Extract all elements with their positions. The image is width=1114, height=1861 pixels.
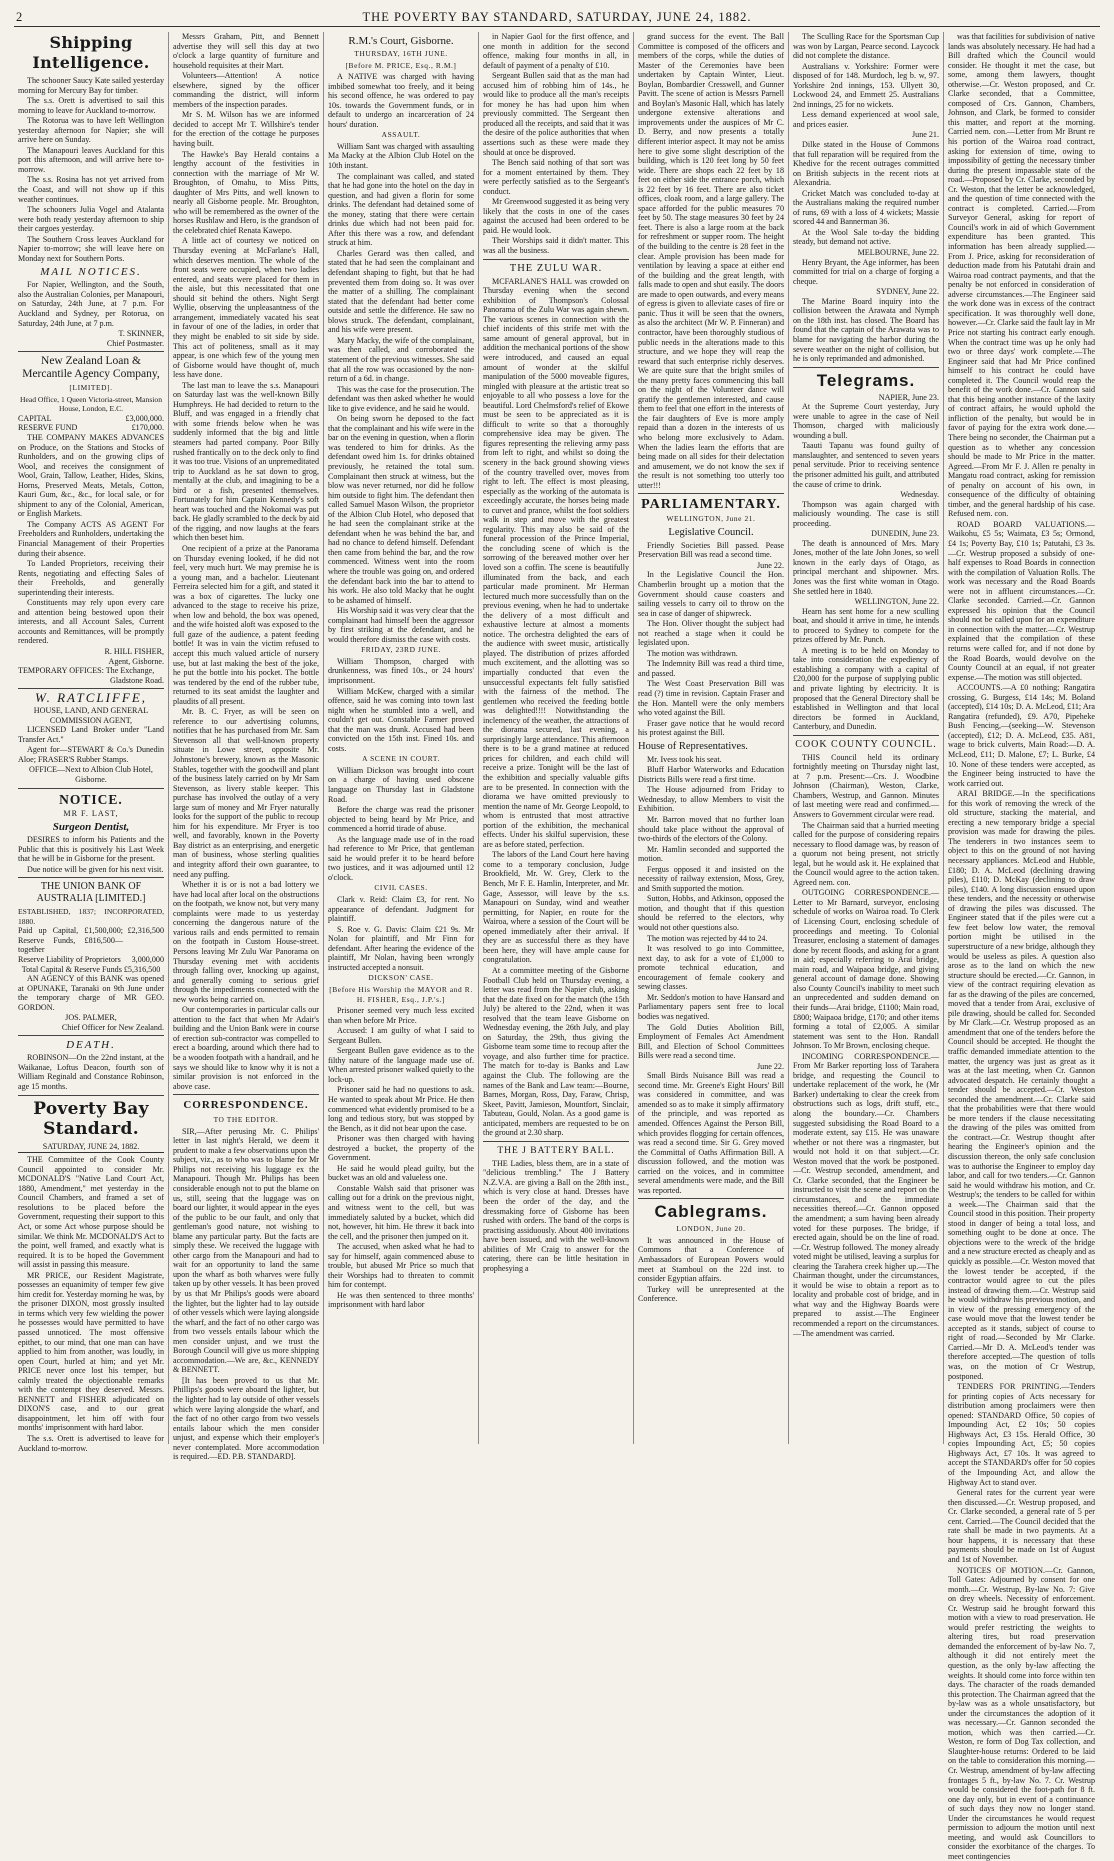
reserve-value: £170,000. bbox=[132, 423, 164, 433]
paper-title: Poverty Bay Standard. bbox=[18, 1099, 164, 1139]
zulu-heading: THE ZULU WAR. bbox=[483, 263, 629, 275]
mail-heading: MAIL NOTICES. bbox=[18, 266, 164, 278]
court-para: Mr Greenwood suggested it as being very likely that the costs in one of the cases against the accused had been ordered to be paid. He would look. bbox=[483, 197, 629, 235]
masthead-title: THE POVERTY BAY STANDARD, SATURDAY, JUNE 24, 1882. bbox=[363, 10, 752, 24]
editorial-para: THE Committee of the Cook County Council appointed to consider Mr. MCDONALD'S "Native Land Court Act, 1880, Amendment," met yesterday in the Council Chambers, and framed a set of resolutions to be placed before the Government, requesting their support to this Act, or some Act whose purpose should be similar. We think Mr. MCDONALD'S Act to the point, well framed, and exactly what is required. It is to be hoped the Government will assist in passing this measure. bbox=[18, 1155, 164, 1270]
telegrams-heading: Telegrams. bbox=[793, 371, 939, 391]
cable-date: MELBOURNE, June 22. bbox=[793, 248, 939, 258]
cable-para: Australians v. Yorkshire: Former were disposed of for 148. Murdoch, leg b. w, 97. Yorkshire 2nd innings, 153. Ullyett 30, Lockwood 24, and Emmett 25. Australians 2nd innings, 25 for no wickets. bbox=[793, 62, 939, 110]
nzloan-para: The Company ACTS AS AGENT For Freeholders and Runholders, undertaking the Financial Management of their Properties during their absence. bbox=[18, 520, 164, 558]
union-paid-up bbox=[18, 926, 164, 955]
nzloan-heading: New Zealand Loan & Mercantile Agency Company, bbox=[18, 355, 164, 381]
column-5 bbox=[634, 32, 789, 1444]
notice-text2: Due notice will be given for his next visit. bbox=[18, 865, 164, 875]
court-para: Sergeant Bullen gave evidence as to the filthy nature of the language made use of. When arrested prisoner walked quietly to the lock-up. bbox=[328, 1046, 474, 1084]
news-para: One recipient of a prize at the Panorama on Thursday evening looked, if he did not feel, very much hurt. We may premise he is a young man, and a bachelor. Lieutenant Ferreira selected him for a gift, and stated it was a box of cigarettes. The lucky one advanced to the stage to receive his prize, when low and behold, the box was opened, and the wife hoisted aloft was exposed to the full gaze of the audience, a patent feeding bottle! It was in vain the victim refused to accept this much valued article of nursery use, but at last making the best of the joke, he put the bottle into his pocket. The bottle was tendered by the end of the rubber tube, returned to its seat amidst the laughter and plaudits of all present. bbox=[173, 544, 319, 706]
parl-para: Sutton, Hobbs, and Atkinson, opposed the motion, and thought that if this question should be referred to the electors, why would not other questions also. bbox=[638, 894, 784, 932]
jbattery-para: grand success for the event. The Ball Committee is composed of the officers and members of the corps, while the duties of Master of the Ceremonies have been undertaken by Captain Winter, Lieut. Boylan, Bombardier Cresswell, and Gunner Pavitt. The scene of action is Messrs Parnell and Boylan's Masonic Hall, which has lately undergone extensive alterations and improvements under the auspices of Mr C. D. Berry, and now presents a totally different interior aspect. It may not be amiss here to give some slight description of the building, which is 120 feet long by 50 feet wide. There are shops each 22 feet by 18 feet on either side the entrance porch, which is 22 feet by 16 feet. There are also ticket offices, cloak room, and a large gallery. The space afforded for the public measures 70 feet by 50. The stage measures 30 feet by 24 feet. There is also a large room at the back for refreshment or supper room. The height of the building to the centre is 28 feet in the clear. Ample provision has been made for ventilation by leaving a space at either end of the building and the great length, with falls made to open and shut easily. The doors are made to open outwards, and every means of egress is given to alleviate cases of fire or panic. Thus it will be seen that the owners, as also the architect (Mr W. P. Finneran) and contractor, have been thoroughly studious of public needs in the alterations made to this structure, and we hope they will reap the reward that such enterprise richly deserves. We are quite sure that the bright smiles of the many pretty faces commencing this ball on the night of the Volunteer dance will gratify the gentlemen interested, and cause them to feel that one effort in the interests of the fair daughters of Eve is more amply repaid than a dozen in the interests of us who belong more exclusively to Adam. When the ladies learn the efforts that are being made on all sides for their delectation and amusement, we do not know the sex if the result is not something too utterly too utter!!! bbox=[638, 32, 784, 490]
court-date: THURSDAY, 16TH JUNE. bbox=[328, 49, 474, 59]
tele-date: DUNEDIN, June 23. bbox=[793, 529, 939, 539]
parl-date: June 22. bbox=[638, 1062, 784, 1072]
union-total: Total Capital & Reserve Funds £5,316,500 bbox=[18, 965, 164, 975]
capital-value: £3,000,000. bbox=[126, 414, 164, 424]
divider bbox=[638, 1198, 784, 1199]
capital-label: CAPITAL bbox=[18, 414, 52, 424]
court-heading: R.M.'s Court, Gisborne. bbox=[328, 35, 474, 47]
court-para: Charles Gerard was then called, and stated that he had seen the complainant and defendant shaping to fight, but that he had prevented them from doing so. It was over the matter of a shilling. The complainant stated that the defendant had better come outside and settle the difference. He saw no blows struck. The defendant, complainant, and his wife were present. bbox=[328, 249, 474, 335]
correspondence-note: [It has been proved to us that Mr. Phillips's goods were aboard the lighter, but the lighter had to lay outside of other vessels which were laying alongside the wharf, and the fact of no other cargo from two vessels entails labour which the men consider unjust, and expense which their employer's never contemplated. More accommodation is required.—ED. P.B. STANDARD]. bbox=[173, 1376, 319, 1462]
cable-para: Turkey will be unrepresented at the Conference. bbox=[638, 1285, 784, 1304]
cable-para: Cricket Match was concluded to-day at the Australians making the required number of runs, 69 with a loss of 4 wickets; Massie scored 44 and Bannerman 36. bbox=[793, 189, 939, 227]
parl-para: The Gold Duties Abolition Bill, Employment of Females Act Amendment Bill, and Election of School Committees Bills were read a second time. bbox=[638, 1023, 784, 1061]
column-2 bbox=[169, 32, 324, 1444]
legislative-council-heading: Legislative Council. bbox=[638, 527, 784, 539]
court-para: Prisoner said he had no questions to ask. He wanted to speak about Mr Price. He then commenced what evidently promised to be a long and tedious story, but was stopped by the Bench, as it did not bear upon the case. bbox=[328, 1085, 474, 1133]
news-para: At a committee meeting of the Gisborne Football Club held on Thursday evening, a letter was read from the Napier club, asking that the date fixed on for the match (the 15th July) be altered to the 22nd, when it was resolved that the team leave Gisborne on Wednesday evening, the 26th July, and play on Saturday, the 29th, thus giving the Gisborne team some time to recoup after the voyage, and also further time for practice. The match for to-day is Banks and Law against the Club. The following are the names of the Bank and Law team:—Bourne, Barnes, Morgan, Ross, Day, Faraw, Chrisp, Skeet, Pavitt, Jamieson, Mountfort, Sinclair, Tabuteau, Gould, Nolan. As a good game is anticipated, members are requested to be on the ground at 2.30 sharp. bbox=[483, 966, 629, 1138]
court-para: The complainant was called, and stated that he had gone into the hotel on the day in question, and had given a florin for some drinks. The defendant had detained some of the money, stating that there were certain drinks due which had not been paid for. After this there was a row, and defendant struck at him. bbox=[328, 172, 474, 248]
nzloan-agent-title: Agent, Gisborne. bbox=[18, 657, 164, 667]
nzloan-para: To Landed Proprietors, receiving their Rents, negotiating and effecting Sales of their Freeholds, and generally superintending their interests. bbox=[18, 559, 164, 597]
court-para: Clark v. Reid: Claim £3, for rent. No appearance of defendant. Judgment for plaintiff. bbox=[328, 895, 474, 924]
council-para: was that facilities for subdivision of native lands was absolutely necessary. He had had a Bill drafted which the Council would consider. He thought it met the case, but some, among them lawyers, thought otherwise.—Cr. Weston proposed, and Cr. Clarke seconded, that a Committee, composed of Crs. Gannon, Chambers, Johnson, and Clark, be formed to consider this matter, and report at the morning. Carried nem. con.—Letter from Mr Brunt re his portion of the Wairoa road contract, asking for extension of time, owing to impossibility of getting the necessary timber during the present impassable state of the road.—Proposed by Cr. Clarke, seconded by Cr. Weston, that the letter be acknowledged, and the question of time connected with the contract is completed. Carried.—From Surveyor General, asking for report of Council's work in aid of which Government expenditure has been granted. This information has been already supplied.—From J. Price, asking for reconsideration of deduction made from his Patutahi drain and Wairoa road contract payments, and that the penalty be not enforced in consideration of adverse circumstances.—The Engineer said the work done was in excess of the contract specification. It was thoroughly well done, however.—Cr. Clarke said the fault lay in Mr Price not starting his contract early enough. When the contract time was up he only had two or three days' work complete.—The Engineer said that had Mr Price confined himself to his contract he could have completed it. The Council would reap the benefit of the work done.—Cr. Gannon said that this being another instance of the laxity of contract affairs, he would uphold the infliction of the penalty, but would be in favor of paying for the extra work done.—There being no seconder, the Chairman put a question as to whether any concession should be made to Mr Price in the matter. Agreed.—From Mr F. J. Allen re penalty in Mangatu road contract, asking for remission of penalty on account of his own, in consequence of the difficulty of obtaining timber, and the general hardship of his case. Refused nem. con. bbox=[948, 32, 1095, 519]
parl-para: Friendly Societies Bill passed. Pease Preservation Bill was read a second time. bbox=[638, 541, 784, 560]
parl-para: The motion was rejected by 44 to 24. bbox=[638, 934, 784, 944]
nzloan-reserve bbox=[18, 423, 164, 433]
parl-para: Bluff Harbor Waterworks and Education Districts Bills were read a first time. bbox=[638, 765, 784, 784]
news-para: Volunteers—Attention! A notice elsewhere, signed by the officer commanding the district, will inform members of the inspection parades. bbox=[173, 71, 319, 109]
divider bbox=[793, 367, 939, 368]
court-para: As the language made use of in the road had reference to Mr Price, that gentleman said he would prefer it to be heard before two justices, and it was adjourned until 12 o'clock. bbox=[328, 835, 474, 883]
zulu-para: MCFARLANE'S HALL was crowded on Thursday evening when the second exhibition of Thompson's Colossal Panorama of the Zulu War was again shewn. The various scenes in connection with the chief incidents of this strife met with the same amount of general approval, but in addition the mechanical portions of the show were introduced, and caused an equal amount of wonder at the skilful manipulation of the 5000 moveable figures, mingled with pleasure at the artistic treat so enjoyable to all who possess a love for the beautiful. Lord Chelmsford's relief of Ekowe must be seen to be appreciated as it is difficult to write so that a thoroughly comprehensive idea may be given. The figures representing the relieving army pass from left to right, and whilst so doing the scenery in the back ground showing views of the country travelled over, moves from right to left. The effect is most pleasing, especially as the working of the automata is exceedingly accurate, the horses being made to curvet and prance, whilst the foot soldiers walk in step and move with the greatest regularity. This may also be said of the funeral procession of the Prince Imperial, the concluding scene of which is the sorrowing of the bereaved mother over her loved son a coffin. The scene is beautifully illuminated from the back, and each particular made prominent. Mr Herman lectured much more successfully than on the previous evening, when he had to undertake the delivery of a most difficult and exhaustive lecture at almost a moments notice. The orchestra delighted the ears of the audience with sweet music, artistically played. The distribution of prizes afforded much excitement, and the allotting was so impartially conducted that even the unsuccessful expectants felt fully satisfied with the fairness of the method. The gentlemen who received the feeding bottle was delighted!!!! Notwithstanding the inclemency of the weather, the attractions of the diorama secured, last evening, a surprisingly large attendance. This afternoon there is to be a grand matinee at reduced prices for children, and each child will receive a prize. Tonight will be the last of the exhibition and specially valuable gifts are to be presented. In connection with the diorama we have omitted previously to mention the name of Mr. George Leopold, to whom is entrusted that most attractive portion of the exhibition, the mechanical effects. Under his skilful supervision, these are as before stated, perfection. bbox=[483, 277, 629, 850]
news-para: The last man to leave the s.s. Manapouri on Saturday last was the well-known Billy Humphreys. He had decided to return to the Bluff, and was engaged in a friendly chat with some friends below when he was suddenly informed that the big and little steamers had parted company. Poor Billy rushed frantically on to the deck only to find it was too true. Visions of an unpremeditated trip to Auckland as he sat down to grog, mentally at the club, and imagining to be a bird or a fish, presented themselves. Fortunately for him Captain Kennedy's soft heart was touched and the Nokomai was put back. He gladly scrambled to the deck by aid of the rigging, and now laughs at the fears which then beset him. bbox=[173, 381, 319, 543]
court-para: William Thompson, charged with drunkenness, was fined 10s., or 24 hours' imprisonment. bbox=[328, 657, 474, 686]
court-para: This was the case for the prosecution. The defendant was then asked whether he would like to give evidence, and he said he would. bbox=[328, 385, 474, 414]
cablegrams-date: LONDON, June 20. bbox=[638, 1224, 784, 1234]
tele-date: NAPIER, June 23. bbox=[793, 393, 939, 403]
tele-para: Hearn has sent home for a new sculling boat, and should it arrive in time, he intends to proceed to Sydney to compete for the prizes offered by Mr. Punch. bbox=[793, 607, 939, 645]
court-para: in Napier Gaol for the first offence, and one month in addition for the second offence, making four months in all, in default of payment of a penalty of £10. bbox=[483, 32, 629, 70]
court-para: His Worship said it was very clear that the complainant had himself been the aggressor by first striking at the defendant, and he would therefore dismiss the case with costs. bbox=[328, 606, 474, 644]
shipping-para: The schooner Saucy Kate sailed yesterday morning for Mercury Bay for timber. bbox=[18, 76, 164, 95]
parl-para: The Indemnity Bill was read a third time, and passed. bbox=[638, 659, 784, 678]
masthead bbox=[14, 8, 1100, 27]
cable-para: Less demand experienced at wool sale, and prices easier. bbox=[793, 110, 939, 129]
council-para: THIS Council held its ordinary fortnightly meeting on Thursday night last, at 7 p.m. Present:—Crs. J. Woodbine Johnson (Chairman), Weston, Clarke, Chambers, Westrup, and Gannon. Minutes of last meeting were read and confirmed.—Answers to Government circular were read. bbox=[793, 753, 939, 820]
divider bbox=[18, 1035, 164, 1036]
court-before: [Before His Worship the MAYOR and R. H. FISHER, Esq., J.P.'s.] bbox=[328, 985, 474, 1004]
news-para: Mr. B. C. Fryer, as will be seen on reference to our advertising columns, notifies that he has purchased from Mr. Sam Stevenson all that well-known property situate in Lowe street, opposite Mr. Johnstone's brewery, known as the Masonic Stables, together with the goodwill and plant of the business lately carried on by Mr Sam Stevenson, as livery stable keeper. This purchase has involved the outlay of a very large sum of money and Mr Fryer naturally looks for the support of the public to recoup him for his expenditure. Mr Fryer is too well, and favorably, known in the Poverty Bay district as an enterprising, and energetic man of business, whose sterling qualities and integrity afford their own guarantee, to need any puffing. bbox=[173, 707, 319, 879]
court-para: A NATIVE was charged with having imbibed somewhat too freely, and it being his second offence, he was ordered to pay 10s. towards the Government funds, or in default to undergo an incarceration of 24 hours' duration. bbox=[328, 72, 474, 129]
reserve-label: RESERVE FUND bbox=[18, 423, 77, 433]
notice-text: DESIRES to inform his Patients and the Public that this is positively his Last Week that he will be in Gisborne for the present. bbox=[18, 835, 164, 864]
council-para: OUTGOING CORRESPONDENCE.—Letter to Mr Barnard, surveyor, enclosing schedule of works on Wairoa road. To Clerk of Licensing Court, enclosing schedule of proceedings and meeting. To Colonial Treasurer, enclosing a statement of damages done by recent floods, and asking for a grant in aid; especially referring to Arai bridge, main road, and Waipaoa bridge, and giving general account of damage done. Showing also County Council's inability to meet such an unprecedented and sudden demand on their funds—Arai bridge, £1100; Main road, £800; Waipaoa bridge, £170; and other items forming a total of £2,005. A similar statement was sent to the Hon. Randall Johnson. To Mr Brown, enclosing cheque. bbox=[793, 888, 939, 1050]
divider bbox=[483, 1141, 629, 1142]
cable-para: Henry Bryant, the Age informer, has been committed for trial on a charge of forging a cheque. bbox=[793, 258, 939, 287]
tele-para: At the Supreme Court yesterday, Jury were unable to agree in the case of Neil Thomson, charged with maliciously wounding a bull. bbox=[793, 402, 939, 440]
cable-para: The Sculling Race for the Sportsman Cup was won by Largan, Pearce second. Laycock did not complete the distance. bbox=[793, 32, 939, 61]
court-para: Sergeant Bullen said that as the man had accused him of robbing him of 14s., he would like to produce all the man's receipts for money he has had upon him when previously committed. The Sergeant then produced all the receipts, and said that it was the desire of the police authorities that when assertions such as these were made they should at once be disproved. bbox=[483, 71, 629, 157]
reserve-liability-label: Reserve Liability of Proprietors bbox=[18, 955, 121, 965]
news-para: The Hawke's Bay Herald contains a lengthy account of the festivities in connection with the marriage of Mr W. Broughton, of Omahu, to Miss Pitts, daughter of Mrs Pitts, and well known to nearly all Gisborne people. Mr. Broughton, who will be remembered as the owner of the horses Rushlaw and Hero, is the grandson of the celebrated chief Renata Kawepo. bbox=[173, 150, 319, 236]
council-para: ARAI BRIDGE.—In the specifications for this work of removing the wreck of the old structure, stacking the material, and erecting a new temporary bridge a special provision was made for drawing the piles. The tenderers in two instances seem to object to this on the ground of not having necessary appliances. McLeod and Hubble, £180; D. A. McLeod (declining drawing piles), £110; D. McKay (declining to draw piles), £140. A long discussion ensued upon these tenders, and the necessity or otherwise of drawing the piles was discussed. The Engineer stated that if the piles were cut a few feet below low water, the removal portion might be utilised in the superstructure of a new bridge, although they would be useless as piles. A question also arose as to the land on which the new structure should be erected.—Cr. Gannon, in view of the contract requiring elevation as far as the drawing of the piles are concerned, moved that a tender from Arai, exclusive of pile drawing, should be called for. Seconded by Mr Clark.—Cr. Westrup proposed as an amendment that one of the tenders before the Council should be accepted. He thought the traffic demanded immediate attention to the matter, the urgency was just as great as it was at the last meeting, when Cr. Gannon advocated despatch. He certainly thought a tender should be accepted.—Cr. Weston seconded the amendment.—Cr. Clarke said that the probabilities were that there would be more tenders if the clause necessitating the drawing of the piles was omitted from the contract.—Cr. Westrup thought after hearing the Engineer's opinion and the discussion thereon, the only safe conclusion was to authorise the Engineer to employ day labor, and call for two tenders.—Cr. Gannon said he would withdraw his motion, and Cr. Westrup's; the tenders to be called for within a week.—The Chairman said that the Council stood in this position. Their property stood in danger of being a total loss, and something ought to be done at once. The objections were to the wreck of the bridge and a new structure erected as cheaply and as quickly as possible.—Cr. Weston moved that the lowest tender be accepted, if the contractor would agree to cut the piles instead of drawing them.—Cr. Westrup said he would withdraw his previous motion, and in view of the pressing emergency of the case would move that the lowest tender be accepted as it stands, subject of course to right of road.—Seconded by Mr Clarke. Carried.—Mr D. A. McLeod's tender was therefore accepted.—The question of tolls was, on the motion of Cr Westrup, postponed. bbox=[948, 789, 1095, 1381]
union-reserve bbox=[18, 955, 164, 965]
court-para: Mary Macky, the wife of the complainant, was then called, and corroborated the statement of the previous witnesses. She said that all the row was occasioned by the non-return of a 6d. in change. bbox=[328, 336, 474, 384]
nzloan-offices: TEMPORARY OFFICES: The Exchange, bbox=[18, 666, 164, 676]
parliamentary-heading: PARLIAMENTARY. bbox=[638, 497, 784, 512]
divider bbox=[483, 259, 629, 260]
council-para: INCOMING CORRESPONDENCE.—From Mr Barker reporting loss of Tarahera bridge, and requesting the Council to undertake replacement of the work, he (Mr Barker) undertaking to clear the creek from obstructions such as logs, drift stuff, etc., along the boundary.—Cr. Chambers suggested subsidising the Road Board to a moderate extent, say £15. He was unaware whether or not there was a ringmaster, but would not hold it on that subject.—Cr. Weston moved that the work be postponed.—Cr. Westrup seconded, amendment, and Cr. Clarke seconded, that the Engineer be instructed to visit the scene and report on the circumstances, and the immediate necessities thereof.—Cr. Gannon opposed the amendment; a sum having been already voted for these purposes. The bridge, if erected again, should be on the line of road.—Cr. Westrup followed. The money already voted might be utilised, leaving a surplus for clearing the Tarahera creek higher up.—The Chairman thought, under the circumstances, it would be wise to obtain a report as to locality and probable cost of bridge, and in what way and the Highway Boards were prepared to assist.—The Engineer recommended a report on the circumstances.—The amendment was carried. bbox=[793, 1052, 939, 1338]
court-para: William McKew, charged with a similar offence, said he was coming into town last night when he stumbled into a well, and couldn't get out. Constable Farmer proved that the man was drunk. Accused had been convicted on the 15th inst. Fined 10s. and costs. bbox=[328, 687, 474, 754]
editorial-para: The s.s. Orett is advertised to leave for Auckland to-morrow. bbox=[18, 1434, 164, 1453]
parl-para: In the Legislative Council the Hon. Chamberlin brought up a motion that the Government should cause coasters and sailing vessels to carry oil to throw on the sea in case of danger of shipwreck. bbox=[638, 570, 784, 618]
shipping-para: The schooners Julia Vogel and Atalanta were both ready yesterday afternoon to ship their cargoes yesterday. bbox=[18, 205, 164, 234]
cable-para: It was announced in the House of Commons that a Conference of Ambassadors of European Powers would meet at Stamboul on the 22d inst. to consider Egyptian affairs. bbox=[638, 1236, 784, 1284]
divider bbox=[18, 877, 164, 878]
notice-trade: Surgeon Dentist, bbox=[18, 821, 164, 833]
union-name-title: Chief Officer for New Zealand. bbox=[18, 1023, 164, 1033]
parl-para: The House adjourned from Friday to Wednesday, to allow Members to visit the Exhibition. bbox=[638, 785, 784, 814]
council-para: NOTICES OF MOTION.—Cr. Gannon, Toll Gates: Adjourned by consent for one month.—Cr. Westrup, By-law No. 7: Give on drey wheels. Necessity of enforcement. Cr. Westrup said he brought forward this motion with a view to road preservation. He would prefer restricting the weights to altering tires, but road preservation demanded the enforcement of by-law No. 7, although it did not entirely meet the question, as the only by-law affecting the weights. It should come into force within ten days. The character of the roads demanded this protection. The Chairman agreed that the by-law was as a whole unsatisfactory, but under the circumstances the adoption of it was necessary.—Cr. Gannon seconded the motion, which was then carried.—Cr. Weston, re form of Dog Tax collection, and Slaughter-house returns: Ordered to be laid on the table to consideration this morning.—Cr. Westrup, amendment of by-law affecting frontages 5 ft., by-law No. 7. Cr. Westrup would be considered the foot-path for 8 ft. one day only, but in event of a continuance of such days they now no longer stand. Under the circumstances he would request permission to adjourn the motion until next meeting, and would ask Councillors to consider the exorbitance of the charges. To meet contingencies bbox=[948, 1566, 1095, 1861]
paid-up-total: £2,316,500 bbox=[128, 926, 164, 955]
jbattery-heading: THE J BATTERY BALL. bbox=[483, 1145, 629, 1157]
parliamentary-date: WELLINGTON, June 21. bbox=[638, 514, 784, 524]
court-para: William Sant was charged with assaulting Ma Macky at the Albion Club Hotel on the 10th instant. bbox=[328, 142, 474, 171]
shipping-para: The Manapouri leaves Auckland for this port this afternoon, and will arrive here to-morrow. bbox=[18, 146, 164, 175]
parl-para: Fergus opposed it and insisted on the necessity of railway extension, Moss, Grey, and Smith supported the motion. bbox=[638, 865, 784, 894]
court-before: [Before M. PRICE, Esq., R.M.] bbox=[328, 61, 474, 71]
columns bbox=[14, 32, 1100, 1444]
union-text: AN AGENCY of this BANK was opened at OPUNAKE, Taranaki on 9th June under the temporary charge of MR GEO. GORDON. bbox=[18, 974, 164, 1012]
news-para: Mr S. M. Wilson has we are informed decided to accept Mr T. Willshire's tender for the erection of the cottage he purposes having built. bbox=[173, 110, 319, 148]
column-6 bbox=[789, 32, 944, 1444]
cable-para: At the Wool Sale to-day the bidding steady, but demand not active. bbox=[793, 228, 939, 247]
news-para: The labors of the Land Court here having come to a temporary conclusion, Judge Brookfield, Mr. W. Grey, Clerk to the Bench, Mr F. E. Hamlin, Interpreter, and Mr. Gage, Assessor, will leave by the s.s. Manapouri on Sunday, wind and weather permitting, for Napier, en route for the Wairoa, where a session of the Court will be opened immediately after their arrival. If they are as successful there as they have been here, they will have ample cause for congratulation. bbox=[483, 850, 629, 965]
shipping-para: The s.s. Rosina has not yet arrived from the Coast, and will not show up if this weather continues. bbox=[18, 175, 164, 204]
court-para: He was then sentenced to three months' imprisonment with hard labor bbox=[328, 1291, 474, 1310]
council-para: The Chairman said that a hurried meeting called for the purpose of considering repairs necessary to flood damage was, by reason of a quorum not being present, not strictly legal, but he would ask it. He explained that the Council would agree to the action taken. Agreed nem. con. bbox=[793, 821, 939, 888]
ratcliffe-line2: LICENSED Land Broker under "Land Transfer Act." bbox=[18, 725, 164, 744]
ratcliffe-heading: W. RATCLIFFE, bbox=[18, 692, 164, 704]
reserve-liability-total: 3,000,000 bbox=[132, 955, 164, 965]
column-1 bbox=[14, 32, 169, 1444]
court-subhead: CIVIL CASES. bbox=[328, 883, 474, 893]
notice-heading: NOTICE. bbox=[18, 792, 164, 807]
tele-date: Wednesday. bbox=[793, 490, 939, 500]
paper-date: SATURDAY, JUNE 24, 1882. bbox=[18, 1142, 164, 1154]
court-para: S. Roe v. G. Davis: Claim £21 9s. Mr Nolan for plaintiff, and Mr Finn for defendant. After hearing the evidence of the plaintiff, Mr Nolan, having been wrongly instructed accepted a nonsuit. bbox=[328, 925, 474, 973]
court-para: The Bench said nothing of that sort was for a moment entertained by them. They were perfectly satisfied as to the Sergeant's conduct. bbox=[483, 158, 629, 196]
tele-para: The death is announced of Mrs. Mary Jones, mother of the late John Jones, so well known in the early days of Otago, as principal merchant and shipowner. Mrs. Jones was the first white woman in Otago. She settled here in 1840. bbox=[793, 539, 939, 596]
column-3 bbox=[324, 32, 479, 1444]
news-para: A little act of courtesy we noticed on Thursday evening at McFarlane's Hall, which deserves mention. The whole of the front seats were occupied, when two ladies entered, and seats were placed for them in the aisle, but this necessitated that one should sit behind the others. Night Sergt Wyllie, observing the unpleasantness of the arrangement, immediately vacated his seat in favour of one of the ladies, in order that they might be enabled to sit side by side. This act of politeness, small as it may appear, is one which few of the young men of Gisborne would have thought of, much less have done. bbox=[173, 236, 319, 379]
court-subhead: DICKSON' CASE. bbox=[328, 973, 474, 983]
parl-para: Small Birds Nuisance Bill was read a second time. Mr. Greene's Eight Hours' Bill was considered in committee, and was amended so as to make it simply affirmatory of the principle, and was reported as amended. Offences Against the Person Bill, which provides flogging for certain offences, was read a second time. Sir G. Grey moved the Committal of Oaths Affirmation Bill. A discussion followed, and the motion was carried on the voices, and in committee several amendments were made, and the Bill was reported. bbox=[638, 1071, 784, 1195]
correspondence-sub: TO THE EDITOR. bbox=[173, 1115, 319, 1125]
court-para: William Dickson was brought into court on a charge of having used obscene language on Thursday last in Gladstone Road. bbox=[328, 766, 474, 804]
court-subhead: A SCENE IN COURT. bbox=[328, 754, 474, 764]
jbattery-para: THE Ladies, bless them, are in a state of "delicious trembling." The J Battery N.Z.V.A. are giving a Ball on the 28th inst., which is very close at hand. Dresses have been the order of the day, and the dressmaking force of Gisborne has been rushed with orders. The band of the corps is practising assiduously. About 400 invitations have been issued, and with the well-known abilities of Mr Craig to answer for the catering, there can be little hesitation in prophesying a bbox=[483, 1159, 629, 1274]
news-para: Whether it is or is not a bad lottery we have had local after local on the obstructions on the footpath, we know not, but very many complaints were made to us yesterday concerning the dangerous nature of the various rails and ends permitted to remain on the footpath in Custom House-street. Persons leaving Mr Zulu War Panorama on Thursday evening met with accidents through falling over, knocking up against, and generally coming to serious grief through the impediments connected with the new works being carried on. bbox=[173, 880, 319, 1004]
union-established: ESTABLISHED, 1837; INCORPORATED, 1880. bbox=[18, 907, 164, 926]
court-para: Prisoner seemed very much less excited than when before Mr Price. bbox=[328, 1006, 474, 1025]
nzloan-capital bbox=[18, 414, 164, 424]
news-para: Our contemporaries in particular calls our attention to the fact that when Mr Adair's building and the Union Bank were in course of erection sub-contractor was compelled to erect a boarding, around which there had to be a wooden footpath with a handrail, and he says we should like to know why it is not a similar provision is not enforced in the above case. bbox=[173, 1005, 319, 1091]
divider bbox=[173, 1094, 319, 1095]
notice-name: MR F. LAST, bbox=[18, 809, 164, 819]
parl-date: June 22. bbox=[638, 561, 784, 571]
ratcliffe-line4: OFFICE—Next to Albion Club Hotel, Gisborne. bbox=[18, 765, 164, 784]
divider bbox=[18, 351, 164, 352]
tele-para: Taauti Tapanu was found guilty of manslaughter, and sentenced to seven years penal servitude. Prior to receiving sentence the prisoner admitted his guilt, and attributed the cause of crime to drink. bbox=[793, 441, 939, 489]
ratcliffe-line3: Agent for—STEWART & Co.'s Dunedin Aloe; FRASER'S Rubber Stamps. bbox=[18, 745, 164, 764]
page-number: 2 bbox=[16, 8, 23, 26]
union-name: JOS. PALMER, bbox=[18, 1013, 164, 1023]
shipping-para: The Southern Cross leaves Auckland for Napier to-morrow; she will leave here on Monday next for Southern Ports. bbox=[18, 235, 164, 264]
court-para: He said he would plead guilty, but the bucket was an old and valueless one. bbox=[328, 1164, 474, 1183]
correspondence-text: SIR,—After perusing Mr. C. Philips' letter in last night's Herald, we deem it prudent to make a few observations upon the subject, viz., as to who was to blame for Mr Philips not receiving his luggage ex the Manapouri. Though Mr. Philips has been considerable enough not to put the blame on us, still, seeing that the luggage was on board our lighter, it would appear in the eyes of the public to be our fault, and only that gentleman's good nature, not wishing to blame any particular party. But the facts are simply these. We received the luggage with other cargo from the Manapouri and had to wait for an opportunity to land the same upon the wharf as both wharves were fully taken up by other vessels. It has been proved by us that Mr Philips's goods were aboard the lighter, but the lighter had to lay outside of other vessels which were laying alongside the wharf, and the fact of no other cargo was from two vessels entails labour which the men consider unjust, and we trust the Borough Council will give us more shipping accommodation.—We are, &c., KENNEDY & BENNETT. bbox=[173, 1127, 319, 1375]
council-para: TENDERS FOR PRINTING.—Tenders for printing copies of Acts necessary for distribution among proclaimers were then opened: STANDARD Office, 50 copies of Impounding Act, £2 10s; 50 copies Highways Act, £3 15s. Herald Office, 30 copies Impounding Act, £5; 50 copies Highways Act, £7 10s. It was agreed to accept the STANDARD's offer for 50 copies of the Impounding Act, and allow the Highway Act to stand over. bbox=[948, 1382, 1095, 1487]
shipping-para: The s.s. Orett is advertised to sail this morning to leave for Auckland to-morrow. bbox=[18, 96, 164, 115]
council-para: General rates for the current year were then discussed.—Cr. Westrup proposed, and Cr. Clarke seconded, a general rate of 5 per cent. Carried.—The Council decided that the rate shall be made in two payments. At a hour happens, it is necessary that these payments should be made on 1st of August and 1st of November. bbox=[948, 1488, 1095, 1564]
parl-para: Mr. Barron moved that no further loan should take place without the approval of two-thirds of the electors of the Colony. bbox=[638, 815, 784, 844]
nzloan-head-office: Head Office, 1 Queen Victoria-street, Mansion House, London, E.C. bbox=[18, 395, 164, 414]
mail-text: For Napier, Wellington, and the South, also the Australian Colonies, per Manapouri, on Saturday, 24th June, at 7 p.m. For Auckland and Sydney, per Rotorua, on Saturday, 24th June, at 7 p.m. bbox=[18, 280, 164, 328]
parl-para: Fraser gave notice that he would record his protest against the Bill. bbox=[638, 719, 784, 738]
column-7 bbox=[944, 32, 1099, 1444]
court-para: Constable Walsh said that prisoner was calling out for a drink on the previous night, and witness went to the cell, but was immediately saluted by a bucket, which did not, however, hit him. He threw it back into the cell, and the prisoner then jumped on it. bbox=[328, 1184, 474, 1241]
tele-date: WELLINGTON, June 22. bbox=[793, 597, 939, 607]
cable-para: Dilke stated in the House of Commons that full reparation will be required from the Khedive for the recent outrages committed on British subjects in the recent riots at Alexandria. bbox=[793, 140, 939, 188]
parl-para: The motion was withdrawn. bbox=[638, 649, 784, 659]
house-reps-heading: House of Representatives. bbox=[638, 741, 784, 753]
news-para: Messrs Graham, Pitt, and Bennett advertise they will sell this day at two o'clock a large quantity of furniture and household requisites at their Mart. bbox=[173, 32, 319, 70]
cablegrams-heading: Cablegrams. bbox=[638, 1202, 784, 1222]
divider bbox=[793, 735, 939, 736]
paid-up-label: Paid up Capital, £1,500,000; Reserve Funds, £816,500—together bbox=[18, 926, 123, 955]
divider bbox=[18, 688, 164, 689]
correspondence-heading: CORRESPONDENCE. bbox=[173, 1098, 319, 1113]
court-para: On being sworn he deposed to the fact that the complainant and his wife were in the bar on the evening in question, when a florin was tendered to him for drinks. As the defendant owed him 1s. for drinks obtained previously, he retained the total sum. Complainant then struck at witness, but the blow was never returned, nor did he follow him outside to fight him. The defendant then called Samuel Mason Wilson, the proprietor of the Albion Club Hotel, who deposed that he had seen the complainant strike at the defendant when he was behind the bar, and had no chance to defend himself. Defendant then came from behind the bar, and the row commenced. Witness went into the room where the trouble was going on, and ordered the defendant back into the bar to attend to his work. He also told Macky that he ought to be ashamed of himself. bbox=[328, 414, 474, 605]
parl-para: Mr. Seddon's motion to have Hansard and Parliamentary papers sent free to local bodies was negatived. bbox=[638, 993, 784, 1022]
divider bbox=[18, 1095, 164, 1096]
editorial-para: MR PRICE, our Resident Magistrate, possesses an equanimity of temper few give him credit for. Yesterday morning he was, by the prisoner DIXON, most grossly insulted in terms which very few wielding the power he possesses would have permitted to have passed unnoticed. The most offensive epithet, to our mind, that one man can have applied to him from another, was loudly, in open Court, hurled at him; and yet Mr. PRICE never once lost his temper, but calmly treated the objectionable remarks with the contempt they deserved. Messrs. BENNETT and FISHER adjudicated on DIXON'S case, and to our great disappointment, let him off with four months' imprisonment with hard labor. bbox=[18, 1271, 164, 1433]
court-subhead: ASSAULT. bbox=[328, 130, 474, 140]
parl-para: The Hon. Oliver thought the subject had not reached a stage when it could be legislated upon. bbox=[638, 619, 784, 648]
death-heading: DEATH. bbox=[18, 1039, 164, 1051]
court-para: Before the charge was read the prisoner objected to being heard by Mr Price, and commenced a horrid tirade of abuse. bbox=[328, 805, 474, 834]
mail-signature: T. SKINNER, bbox=[18, 329, 164, 339]
death-text: ROBINSON—On the 22nd instant, at the Waikanae, Loftus Deacon, fourth son of William Reginald and Constance Robinson, age 15 months. bbox=[18, 1053, 164, 1091]
shipping-heading: Shipping Intelligence. bbox=[18, 33, 164, 73]
court-para: Their Worships said it didn't matter. This was all the business. bbox=[483, 236, 629, 255]
cable-date: June 21. bbox=[793, 130, 939, 140]
court-para: Prisoner was then charged with having destroyed a bucket, the property of the Government. bbox=[328, 1134, 474, 1163]
court-para: Accused: I am guilty of what I said to Sergeant Bullen. bbox=[328, 1026, 474, 1045]
nzloan-limited: [LIMITED]. bbox=[18, 383, 164, 393]
court-para: The accused, when asked what he had to say for himself, again commenced abuse to trouble, but abused Mr Price so much that their Worships had to threaten to commit him for contempt. bbox=[328, 1242, 474, 1290]
tele-para: Thompson was again charged with maliciously wounding. The case is still proceeding. bbox=[793, 500, 939, 529]
shipping-para: The Rotorua was to have left Wellington yesterday afternoon for Napier; she will arrive here on Sunday. bbox=[18, 116, 164, 145]
parl-para: The West Coast Preservation Bill was read (?) time in revision. Captain Fraser and the Hon. Mantell were the only members who voted against the Bill. bbox=[638, 679, 784, 717]
cable-date: SYDNEY, June 22. bbox=[793, 287, 939, 297]
nzloan-para: THE COMPANY MAKES ADVANCES on Produce, on the Stations and Stocks of Runholders, and on the growing clips of Wool, and receives the consignment of Wool, Grain, Tallow, Leather, Hides, Skins, Horns, Preserved Meats, Metals, Cotton, Kauri Gum, &c., &c., for local sale, or for shipment to any of the Colonial, American, or English Markets. bbox=[18, 433, 164, 519]
column-4 bbox=[479, 32, 634, 1444]
council-para: ACCOUNTS.—A £0 nothing; Rangatira crossing, G. Burgess, £14 14s; M. Boland (accepted), £14 10s; D. A. McLeod, £11; Ara Rangatira (refunded), £9. A70, Pipeheke Bush Fencing,—(seeking—W. Stevenson (accepted), £12; D. A. McLeod, £35. A81, wage to brick culverts, Main Road:—D. A. McLeod, £11; D. Malone, £7; L. Burke, £4 10. None of these tenders were accepted, as the Engineer being instructed to have the work carried out. bbox=[948, 683, 1095, 788]
parl-para: Mr. Hamlin seconded and supported the motion. bbox=[638, 845, 784, 864]
mail-signature-title: Chief Postmaster. bbox=[18, 339, 164, 349]
council-para: ROAD BOARD VALUATIONS.—Waikohu, £5 5s; Waimata, £3 5s; Ormond, £4 1s; Poverty Bay, £10 1s; Patutahi, £3 3s.—Cr. Westrup proposed a subsidy of one-half expenses to Road Boards in connection with the compilation of Valuation Rolls. The work was necessary and the Road Boards were not in affluent circumstances.—Cr. Clarke seconded. Carried.—Cr. Gannon expressed his opinion that the Council should not be called upon for an expenditure in connection with the matter.—Cr. Westrup explained that the compilation of these returns were called for, and if not done by the Road Boards, would devolve on the County Council at an equal, if not greater expense.—The motion was still objected. bbox=[948, 520, 1095, 682]
court-subhead: FRIDAY, 23RD JUNE. bbox=[328, 645, 474, 655]
nzloan-agent: R. HILL FISHER, bbox=[18, 647, 164, 657]
nzloan-offices-2: Gladstone Road. bbox=[18, 676, 164, 686]
cable-para: The Marine Board inquiry into the collision between the Arawata and Nymph on the 18th inst. has closed. The Board has found that the captain of the Arawata was to blame for navigating the harbor during the severe weather on the night of collision, but he is only reprimanded and admonished. bbox=[793, 297, 939, 364]
tele-para: A meeting is to be held on Monday to take into consideration the expediency of establishing a company with a capital of £20,000 for the purpose of supplying public and private lighting by electricity. It is proposed that the General Directory shall be established in Wellington and that local directors be formed in Auckland, Canterbury, and Dunedin. bbox=[793, 646, 939, 732]
union-heading: THE UNION BANK OF AUSTRALIA [LIMITED.] bbox=[18, 881, 164, 905]
nzloan-para: Constituents may rely upon every care and attention being bestowed upon their interests, and all Account Sales, Current accounts and Remittances, will be promptly rendered. bbox=[18, 598, 164, 646]
divider bbox=[638, 493, 784, 494]
parl-para: It was resolved to go into Committee, next day, to ask for a vote of £1,000 to promote technical education, and encouragement of female cookery and sewing classes. bbox=[638, 944, 784, 992]
parl-para: Mr. Ivess took his seat. bbox=[638, 755, 784, 765]
ratcliffe-line1: HOUSE, LAND, AND GENERAL COMMISSION AGENT, bbox=[18, 706, 164, 725]
divider bbox=[18, 788, 164, 789]
county-council-heading: COOK COUNTY COUNCIL. bbox=[793, 739, 939, 751]
